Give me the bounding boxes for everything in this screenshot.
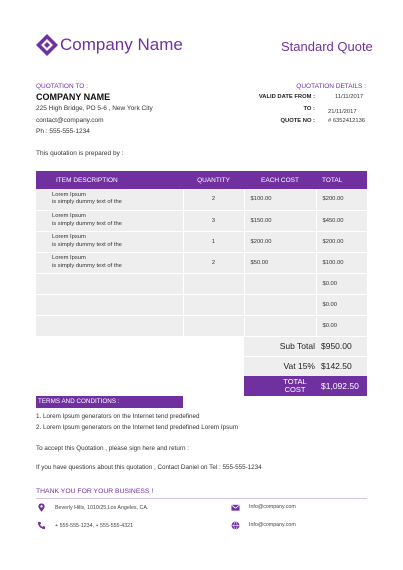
- item-quantity: 3: [183, 210, 244, 231]
- document-title: Standard Quote: [281, 39, 373, 54]
- quote-no-value: # 6352412136: [328, 118, 366, 124]
- item-total: $0.00: [316, 294, 367, 315]
- item-quantity: [183, 294, 244, 315]
- subtotal-row: [244, 337, 367, 356]
- table-row: [36, 210, 367, 231]
- email-icon: [231, 503, 240, 512]
- table-row: [36, 189, 367, 210]
- header-item-description: ITEM DESCRIPTION: [36, 171, 183, 189]
- quote-no-label: QUOTE NO :: [280, 118, 315, 124]
- table-header-row: [36, 171, 367, 189]
- table-row: [36, 294, 367, 315]
- item-total: $100.00: [316, 252, 367, 273]
- footer-address: Beverly Hills, 1010/25,Los Angeles, CA.: [55, 505, 149, 511]
- item-description: [36, 252, 183, 273]
- header-total: TOTAL: [316, 171, 367, 189]
- item-description: [36, 273, 183, 294]
- globe-icon: [231, 521, 240, 530]
- item-total: $450.00: [316, 210, 367, 231]
- header-each-cost: EACH COST: [244, 171, 316, 189]
- total-cost-row: [244, 376, 367, 396]
- item-subtitle: is simply dummy text of the: [52, 262, 122, 269]
- item-quantity: [183, 315, 244, 336]
- item-subtitle: is simply dummy text of the: [52, 241, 122, 248]
- total-cost-label: TOTAL COST: [283, 377, 307, 394]
- terms-header: TERMS AND CONDITIONS :: [36, 396, 183, 408]
- vat-label: Vat 15%: [283, 361, 315, 371]
- item-total: $0.00: [316, 315, 367, 336]
- contact-questions: If you have questions about this quotation , Contact Daniel on Tel : 555-555-1234: [36, 464, 262, 471]
- terms-item: 1. Lorem Ipsum generators on the Internet tend predefined: [36, 413, 200, 420]
- client-company-name: COMPANY NAME: [36, 92, 111, 102]
- subtotal-label: Sub Total: [279, 341, 315, 351]
- quotation-to-label: QUOTATION TO :: [36, 83, 88, 90]
- item-each-cost: $50.00: [244, 252, 316, 273]
- item-quantity: [183, 273, 244, 294]
- valid-to-value: 21/11/2017: [328, 109, 357, 115]
- item-subtitle: is simply dummy text of the: [52, 199, 122, 206]
- item-quantity: 1: [183, 231, 244, 252]
- terms-item: 2. Lorem Ipsum generators on the Internet tend predefined Lorem Ipsum: [36, 424, 238, 431]
- item-total: $200.00: [316, 189, 367, 210]
- item-each-cost: $100.00: [244, 189, 316, 210]
- footer-email[interactable]: Info@company.com: [249, 504, 296, 510]
- item-title: Lorem Ipsum: [52, 255, 86, 261]
- thank-you-text: THANK YOU FOR YOUR BUSINESS !: [36, 488, 154, 495]
- item-total: $0.00: [316, 273, 367, 294]
- quotation-details-label: QUOTATION DETAILS :: [296, 83, 366, 90]
- item-title: Lorem Ipsum: [52, 191, 86, 198]
- items-table: [36, 171, 367, 337]
- subtotal-value: $950.00: [321, 341, 352, 351]
- item-description: [36, 189, 183, 210]
- item-title: Lorem Ipsum: [52, 234, 86, 240]
- company-name: Company Name: [60, 35, 183, 54]
- item-each-cost: $150.00: [244, 210, 316, 231]
- vat-value: $142.50: [321, 361, 352, 371]
- client-phone: Ph : 555-555-1234: [36, 128, 90, 135]
- valid-from-label: VALID DATE FROM :: [258, 94, 315, 100]
- item-each-cost: [244, 273, 316, 294]
- prepared-by-text: This quotation is prepared by :: [36, 150, 124, 157]
- vat-row: [244, 357, 367, 376]
- table-row: [36, 273, 367, 294]
- total-cost-value: $1,092.50: [321, 381, 359, 391]
- phone-icon: [37, 521, 46, 530]
- header-quantity: QUANTITY: [183, 171, 244, 189]
- table-row: [36, 252, 367, 273]
- item-quantity: 2: [183, 189, 244, 210]
- diamond-logo-icon: [36, 34, 58, 56]
- footer-website[interactable]: Info@company.com: [249, 522, 296, 528]
- item-each-cost: $200.00: [244, 231, 316, 252]
- table-row: [36, 231, 367, 252]
- table-row: [36, 315, 367, 336]
- item-description: [36, 210, 183, 231]
- item-total: $200.00: [316, 231, 367, 252]
- location-pin-icon: [37, 503, 46, 512]
- footer-divider: [36, 498, 367, 499]
- item-description: [36, 315, 183, 336]
- item-quantity: 2: [183, 252, 244, 273]
- client-email: contact@company.com: [36, 117, 104, 124]
- client-address: 225 High Bridge, PO 5-6 , New York City: [36, 105, 153, 112]
- item-each-cost: [244, 315, 316, 336]
- item-each-cost: [244, 294, 316, 315]
- footer-phones: + 555-555-1234, + 555-555-4321: [55, 523, 134, 529]
- item-description: [36, 294, 183, 315]
- item-title: Lorem Ipsum: [52, 213, 86, 219]
- valid-from-value: 11/11/2017: [335, 94, 364, 100]
- item-subtitle: is simply dummy text of the: [52, 220, 122, 227]
- item-description: [36, 231, 183, 252]
- valid-to-label: TO :: [303, 106, 315, 112]
- accept-instructions: To accept this Quotation , please sign here and return :: [36, 445, 189, 452]
